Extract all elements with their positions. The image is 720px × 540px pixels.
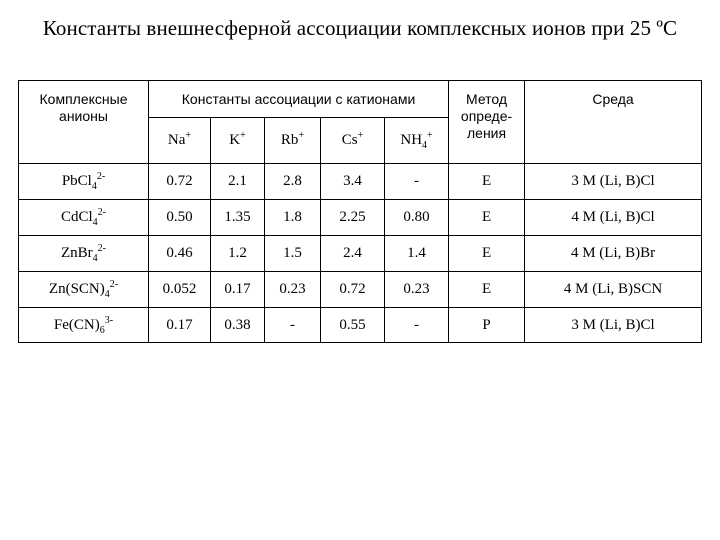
method-cell: E — [449, 200, 525, 236]
header-method-line2: опреде- — [460, 108, 513, 124]
table-row — [19, 200, 702, 236]
value-cell: 1.8 — [265, 200, 321, 236]
value-cell: 2.4 — [321, 236, 385, 272]
value-cell: 0.23 — [385, 272, 449, 308]
header-anions-line2: анионы — [59, 108, 108, 124]
header-medium: Среда — [525, 81, 702, 164]
anion-cell: PbCl$_4^{2-}$ — [19, 164, 149, 200]
value-cell: 0.72 — [321, 272, 385, 308]
value-cell: 0.72 — [149, 164, 211, 200]
value-cell: 0.17 — [211, 272, 265, 308]
method-cell: E — [449, 272, 525, 308]
anion-cell: $Fe(CN)_6^{3-}$ — [19, 308, 149, 343]
header-method-line1: Метод — [466, 91, 508, 107]
medium-cell: 3 M (Li, B)Cl — [525, 164, 702, 200]
method-cell: E — [449, 236, 525, 272]
value-cell: 0.052 — [149, 272, 211, 308]
value-cell: - — [265, 308, 321, 343]
header-row-1 — [19, 81, 702, 118]
header-method — [449, 81, 525, 164]
anion-cell: CdCl$_4^{2-}$ — [19, 200, 149, 236]
table-row — [19, 164, 702, 200]
medium-cell: 4 M (Li, B)SCN — [525, 272, 702, 308]
value-cell: 1.5 — [265, 236, 321, 272]
page-title: Константы внешнесферной ассоциации комплексных ионов при 25 ºС — [42, 16, 678, 40]
value-cell: 0.38 — [211, 308, 265, 343]
value-cell: 0.23 — [265, 272, 321, 308]
value-cell: 0.50 — [149, 200, 211, 236]
header-anions — [19, 81, 149, 164]
medium-cell: 3 M (Li, B)Cl — [525, 308, 702, 343]
header-cation-na: Na+ — [149, 118, 211, 164]
header-cation-cs: Cs+ — [321, 118, 385, 164]
value-cell: 2.8 — [265, 164, 321, 200]
value-cell: 0.80 — [385, 200, 449, 236]
value-cell: 0.55 — [321, 308, 385, 343]
association-constants-table — [18, 80, 702, 343]
value-cell: 0.46 — [149, 236, 211, 272]
table-row — [19, 308, 702, 343]
anion-cell: $Zn(SCN)_4^{2-}$ — [19, 272, 149, 308]
value-cell: 0.17 — [149, 308, 211, 343]
header-method-line3: ления — [467, 125, 507, 141]
value-cell: 3.4 — [321, 164, 385, 200]
method-cell: E — [449, 164, 525, 200]
value-cell: - — [385, 308, 449, 343]
value-cell: 1.4 — [385, 236, 449, 272]
header-cation-rb: Rb+ — [265, 118, 321, 164]
value-cell: 2.1 — [211, 164, 265, 200]
medium-cell: 4 M (Li, B)Cl — [525, 200, 702, 236]
header-cation-nh4: $NH_4^+$ — [385, 118, 449, 164]
value-cell: 1.35 — [211, 200, 265, 236]
table-row — [19, 236, 702, 272]
method-cell: P — [449, 308, 525, 343]
header-cation-k: K+ — [211, 118, 265, 164]
header-anions-line1: Комплексные — [39, 91, 128, 107]
medium-cell: 4 M (Li, B)Br — [525, 236, 702, 272]
value-cell: 1.2 — [211, 236, 265, 272]
value-cell: - — [385, 164, 449, 200]
table-row — [19, 272, 702, 308]
anion-cell: ZnBr$_4^{2-}$ — [19, 236, 149, 272]
header-constants-group: Константы ассоциации с катионами — [149, 81, 449, 118]
value-cell: 2.25 — [321, 200, 385, 236]
